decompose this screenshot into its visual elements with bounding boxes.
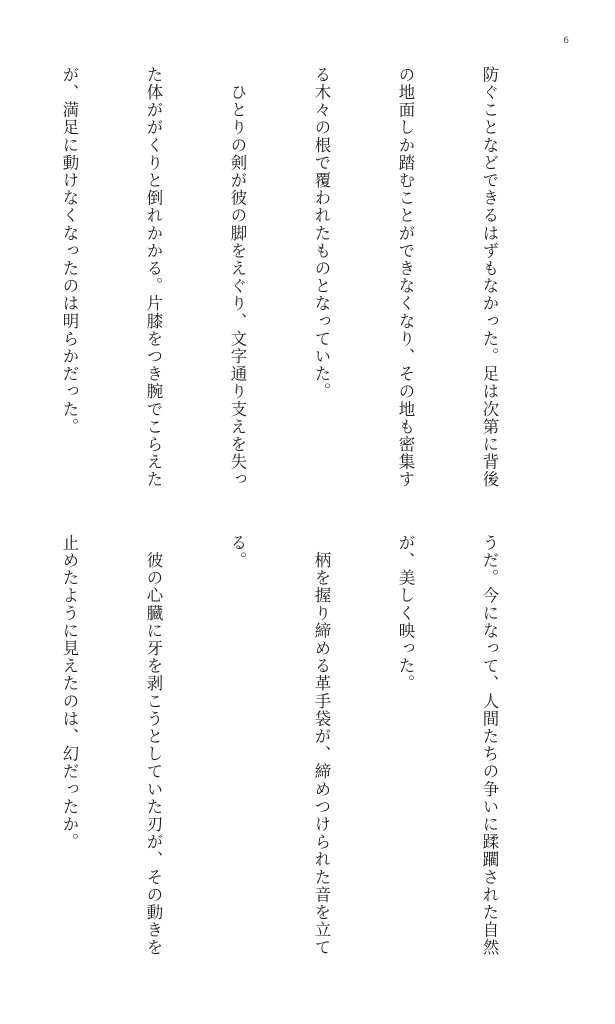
text-line: る木々の根で覆われたものとなっていた。 bbox=[312, 66, 331, 401]
text-line: た体ががくりと倒れかかる。片膝をつき腕でこらえた bbox=[144, 66, 163, 489]
text-line: が、満足に動けなくなったのは明らかだった。 bbox=[60, 66, 79, 436]
text-line: が、美しく映った。 bbox=[396, 534, 415, 693]
text-line: 彼の心臓に牙を剥こうとしていた刃が、その動きを bbox=[144, 534, 163, 957]
text-block-bottom bbox=[60, 534, 559, 964]
text-block-top bbox=[60, 66, 559, 496]
page-number: 6 bbox=[563, 36, 569, 46]
text-line: の地面しか踏むことができなくなり、その地も密集す bbox=[396, 66, 415, 489]
text-line: 柄を握り締める革手袋が、締めつけられた音を立て bbox=[312, 534, 331, 957]
text-line: る。 bbox=[228, 534, 247, 570]
text-line: 止めたように見えたのは、幻だったか。 bbox=[60, 534, 79, 851]
text-line: ひとりの剣が彼の脚をえぐり、文字通り支えを失っ bbox=[228, 66, 247, 489]
text-line: うだ。今になって、人間たちの争いに蹂躙された自然 bbox=[480, 534, 499, 957]
text-line: 防ぐことなどできるはずもなかった。足は次第に背後 bbox=[480, 66, 499, 489]
